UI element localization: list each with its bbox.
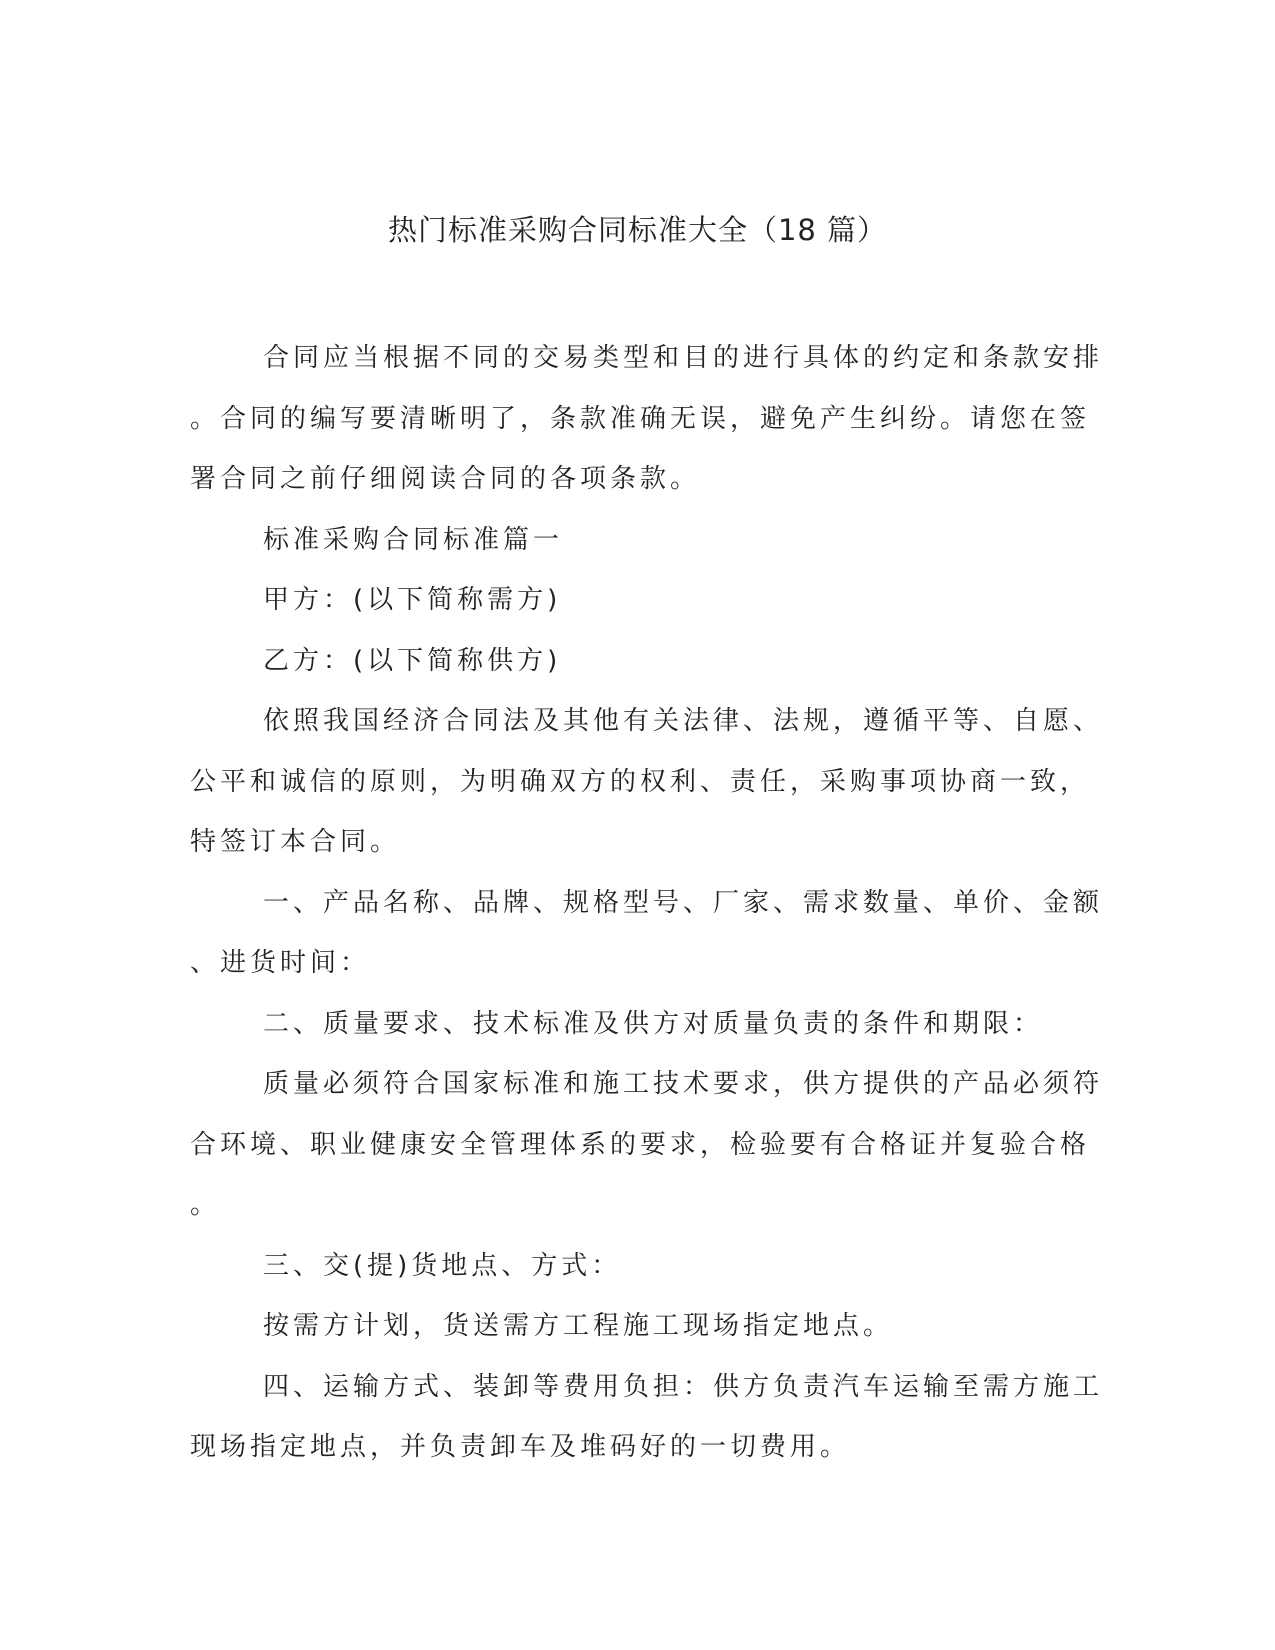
party-a-line: 甲方：(以下简称需方)	[263, 585, 562, 615]
text-line: 现场指定地点，并负责卸车及堆码好的一切费用。	[190, 1432, 851, 1462]
party-b-line: 乙方：(以下简称供方)	[263, 645, 562, 676]
text-line: 署合同之前仔细阅读合同的各项条款。	[190, 464, 701, 494]
text-line: 公平和诚信的原则，为明确双方的权利、责任，采购事项协商一致，	[190, 766, 1091, 797]
text-line: 特签订本合同。	[190, 827, 401, 857]
clause-heading: 三、交(提)货地点、方式：	[263, 1250, 622, 1281]
text-line: 按需方计划，货送需方工程施工现场指定地点。	[263, 1311, 894, 1341]
clause-heading: 二、质量要求、技术标准及供方对质量负责的条件和期限：	[263, 1008, 1044, 1039]
section-heading: 标准采购合同标准篇一	[263, 524, 564, 555]
text-line: 依照我国经济合同法及其他有关法律、法规，遵循平等、自愿、	[263, 706, 1104, 736]
text-line: 质量必须符合国家标准和施工技术要求，供方提供的产品必须符	[263, 1069, 1104, 1099]
clause-heading: 一、产品名称、品牌、规格型号、厂家、需求数量、单价、金额	[263, 887, 1104, 918]
text-line: 。	[190, 1190, 221, 1220]
text-line: 、进货时间：	[190, 948, 371, 978]
document-body	[190, 328, 1104, 1478]
text-line: 。合同的编写要清晰明了，条款准确无误，避免产生纠纷。请您在签	[190, 403, 1091, 434]
document-title: 热门标准采购合同标准大全（18 篇）	[387, 213, 888, 247]
text-line: 合同应当根据不同的交易类型和目的进行具体的约定和条款安排	[263, 343, 1104, 373]
clause-heading: 四、运输方式、装卸等费用负担：供方负责汽车运输至需方施工	[263, 1371, 1104, 1402]
text-line: 合环境、职业健康安全管理体系的要求，检验要有合格证并复验合格	[190, 1129, 1091, 1160]
